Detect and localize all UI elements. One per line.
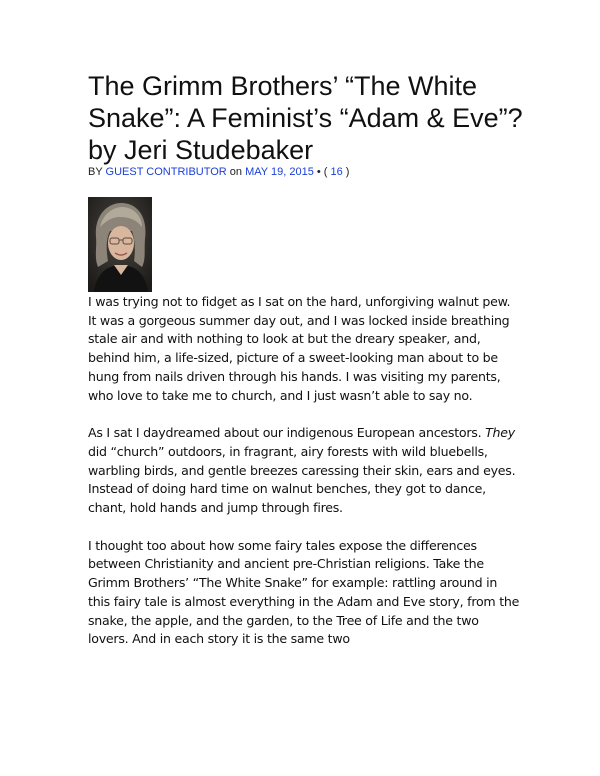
comments-count-link[interactable]: 16 xyxy=(330,166,343,178)
article-body xyxy=(88,293,520,668)
paragraph-2-before: As I sat I daydreamed about our indigenous European ancestors. xyxy=(88,425,486,441)
paragraph-3: I thought too about how some fairy tales expose the differences between Christianity and ancient pre-Christian religions. Take the Grimm Brothers’ “The White Snake” for example: rattling around in this fairy tale is almost everything in the Adam and Eve story, from the snake, the apple, and the garden, to the Tree of Life and the two lovers. And in each story it is the same two xyxy=(88,537,520,647)
date-link[interactable]: MAY 19, 2015 xyxy=(245,166,314,178)
article-title: The Grimm Brothers’ “The White Snake”: A Feminist’s “Adam & Eve”? by Jeri Studebaker xyxy=(88,71,523,165)
paragraph-2-after: did “church” outdoors, in fragrant, airy forests with wild bluebells, warbling birds, and gentle breezes caressing their skin, ears and eyes. Instead of doing hard time on walnut benches, they got to dance, chant, hold hands and jump through fires. xyxy=(88,443,516,516)
byline-by: BY xyxy=(88,166,106,178)
byline-separator: • ( xyxy=(313,166,331,178)
byline-close: ) xyxy=(342,166,350,178)
author-link[interactable]: GUEST CONTRIBUTOR xyxy=(105,166,227,178)
byline xyxy=(88,165,349,179)
paragraph-2 xyxy=(88,424,520,518)
paragraph-2-italic: They xyxy=(485,425,515,441)
byline-on: on xyxy=(226,166,246,178)
author-photo xyxy=(88,197,152,292)
paragraph-1: I was trying not to fidget as I sat on the hard, unforgiving walnut pew. It was a gorgeous summer day out, and I was locked inside breathing stale air and with nothing to look at but the dreary speaker, and, behind him, a life-sized, picture of a sweet-looking man about to be hung from nails driven through his hands. I was visiting my parents, who love to take me to church, and I just wasn’t able to say no. xyxy=(88,294,511,403)
